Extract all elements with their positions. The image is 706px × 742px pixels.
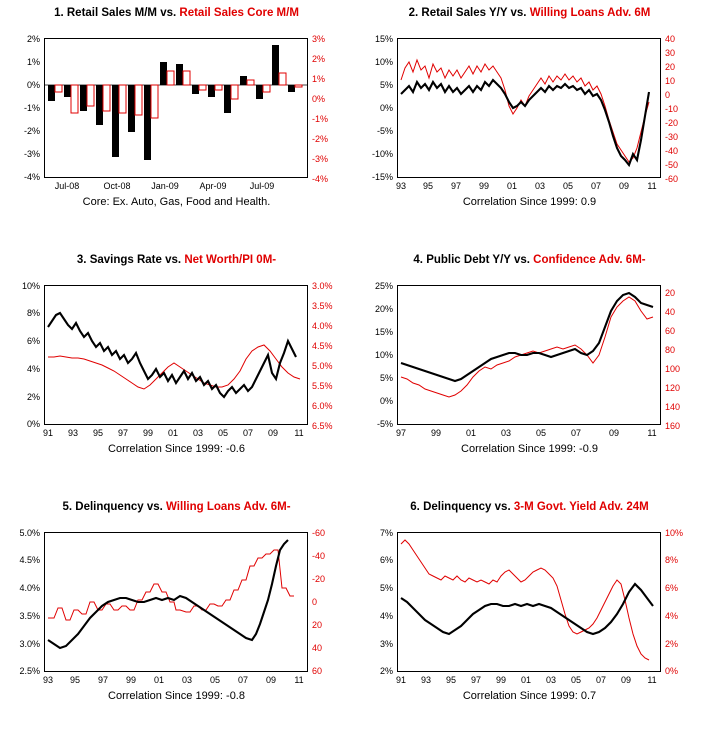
panel-3-y2tick: 5.5%	[312, 381, 333, 391]
panel-5-xtick: 09	[265, 675, 276, 685]
panel-5-title	[0, 494, 353, 514]
panel-6-xtick: 97	[470, 675, 481, 685]
panel-5-lines	[0, 514, 353, 689]
panel-5-y2tick: 0	[312, 597, 318, 607]
panel-4-plotarea	[353, 267, 706, 442]
panel-1-y2tick: -2%	[312, 134, 329, 144]
panel-2-title	[353, 0, 706, 20]
panel-4	[353, 247, 706, 494]
panel-1-y2tick: -4%	[312, 174, 329, 184]
panel-5-ytick: 4.0%	[19, 583, 40, 593]
panel-5-title-vs: vs.	[143, 501, 167, 513]
panel-4-ytick: 0%	[379, 396, 393, 406]
panel-1-plotarea	[0, 20, 353, 195]
panel-6-title-vs: vs.	[491, 501, 514, 513]
panel-3	[0, 247, 353, 494]
panel-6	[353, 494, 706, 742]
panel-2-ytick: -10%	[371, 149, 393, 159]
panel-3-title-red: Net Worth/PI 0M-	[184, 254, 277, 266]
panel-2-lines	[353, 20, 706, 195]
panel-5-title-red: Willing Loans Adv. 6M-	[166, 501, 291, 513]
panel-6-xtick: 11	[647, 675, 657, 685]
panel-1-ytick: 0%	[26, 80, 40, 90]
panel-3-xtick: 11	[294, 428, 304, 438]
panel-4-xtick: 03	[500, 428, 511, 438]
panel-5-y2tick: -60	[312, 528, 326, 538]
panel-3-ytick: 8%	[26, 308, 40, 318]
panel-4-ytick: 25%	[374, 281, 393, 291]
panel-6-title	[353, 494, 706, 514]
panel-2-y2tick: -40	[665, 146, 679, 156]
panel-6-ytick: 6%	[379, 555, 393, 565]
panel-2-xtick: 99	[478, 181, 489, 191]
panel-5-xtick: 97	[97, 675, 108, 685]
panel-5-y2tick: 40	[312, 643, 323, 653]
panel-6-y2tick: 4%	[665, 611, 679, 621]
panel-3-lines	[0, 267, 353, 442]
panel-5-xtick: 05	[209, 675, 220, 685]
panel-6-plotarea	[353, 514, 706, 689]
panel-1-xtick: Apr-09	[199, 181, 227, 191]
panel-1-ytick: -3%	[23, 149, 40, 159]
panel-3-ytick: 4%	[26, 364, 40, 374]
panel-3-xtick: 93	[67, 428, 78, 438]
panel-2-xtick: 93	[395, 181, 406, 191]
panel-6-xtick: 95	[445, 675, 456, 685]
panel-4-lines	[353, 267, 706, 442]
panel-1-ytick: 2%	[26, 34, 40, 44]
panel-2-y2tick: -20	[665, 118, 679, 128]
panel-6-y2tick: 6%	[665, 583, 679, 593]
panel-3-y2tick: 4.0%	[312, 321, 333, 331]
panel-6-y2tick: 2%	[665, 639, 679, 649]
panel-5-y2tick: -20	[312, 574, 326, 584]
panel-3-y2tick: 6.5%	[312, 421, 333, 431]
panel-3-title-black: Savings Rate	[89, 254, 162, 266]
panel-2-xtick: 05	[562, 181, 573, 191]
panel-3-xtick: 07	[242, 428, 253, 438]
panel-2-y2tick: 10	[665, 76, 676, 86]
panel-3-plotarea	[0, 267, 353, 442]
panel-2-y2tick: 20	[665, 62, 676, 72]
panel-2-xtick: 07	[590, 181, 601, 191]
panel-4-y2tick: 100	[665, 364, 681, 374]
panel-1-y2tick: 2%	[312, 54, 326, 64]
panel-2-xtick: 97	[450, 181, 461, 191]
panel-4-number: 4.	[413, 254, 423, 266]
panel-1-xtick: Jan-09	[151, 181, 179, 191]
panel-6-ytick: 3%	[379, 639, 393, 649]
panel-3-title	[0, 247, 353, 267]
panel-1-bars	[0, 20, 353, 195]
panel-6-xtick: 07	[595, 675, 606, 685]
panel-2-y2tick: 0	[665, 90, 671, 100]
panel-4-xtick: 11	[647, 428, 657, 438]
panel-3-y2tick: 5.0%	[312, 361, 333, 371]
panel-6-title-red: 3-M Govt. Yield Adv. 24M	[513, 501, 649, 513]
panel-1-number: 1.	[54, 7, 64, 19]
panel-3-y2tick: 4.5%	[312, 341, 333, 351]
panel-2-y2tick: -50	[665, 160, 679, 170]
panel-4-title-red: Confidence Adv. 6M-	[533, 254, 646, 266]
panel-5-xtick: 03	[181, 675, 192, 685]
panel-2-xtick: 01	[506, 181, 517, 191]
panel-6-y2tick: 10%	[665, 528, 684, 538]
panel-2-xtick: 95	[422, 181, 433, 191]
panel-6-title-black: Delinquency	[423, 501, 492, 513]
panel-3-title-vs: vs.	[161, 254, 185, 266]
panel-2-y2tick: 30	[665, 48, 676, 58]
panel-5-y2tick: 20	[312, 620, 323, 630]
panel-6-xtick: 05	[570, 675, 581, 685]
panel-3-xtick: 99	[142, 428, 153, 438]
panel-6-lines	[353, 514, 706, 689]
panel-6-number: 6.	[410, 501, 420, 513]
panel-1	[0, 0, 353, 247]
panel-2-ytick: -15%	[371, 172, 393, 182]
panel-2-ytick: 10%	[374, 57, 393, 67]
panel-5-xtick: 01	[153, 675, 164, 685]
panel-5	[0, 494, 353, 742]
panel-2-title-black: Retail Sales Y/Y	[421, 7, 508, 19]
panel-3-ytick: 6%	[26, 336, 40, 346]
panel-1-title-red: Retail Sales Core M/M	[179, 7, 299, 19]
panel-5-y2tick: -40	[312, 551, 326, 561]
panel-3-xtick: 09	[267, 428, 278, 438]
panel-2-y2tick: -30	[665, 132, 679, 142]
panel-5-ytick: 3.5%	[19, 611, 40, 621]
panel-2-xtick: 03	[534, 181, 545, 191]
panel-2-ytick: 5%	[379, 80, 393, 90]
panel-5-plotarea	[0, 514, 353, 689]
panel-6-xtick: 09	[620, 675, 631, 685]
panel-2-y2tick: -60	[665, 174, 679, 184]
panel-4-y2tick: 80	[665, 345, 676, 355]
panel-4-y2tick: 160	[665, 421, 681, 431]
panel-1-title-vs: vs.	[157, 7, 180, 19]
panel-5-caption: Correlation Since 1999: -0.8	[108, 690, 245, 702]
panel-5-ytick: 2.5%	[19, 666, 40, 676]
panel-1-ytick: -2%	[23, 126, 40, 136]
panel-5-ytick: 3.0%	[19, 639, 40, 649]
panel-5-ytick: 4.5%	[19, 555, 40, 565]
panel-6-ytick: 4%	[379, 611, 393, 621]
panel-3-ytick: 10%	[21, 281, 40, 291]
panel-5-xtick: 99	[125, 675, 136, 685]
panel-4-ytick: 5%	[379, 373, 393, 383]
panel-1-ytick: -4%	[23, 172, 40, 182]
panel-3-xtick: 03	[192, 428, 203, 438]
panel-3-y2tick: 6.0%	[312, 401, 333, 411]
panel-4-ytick: 20%	[374, 304, 393, 314]
panel-1-y2tick: -1%	[312, 114, 329, 124]
panel-5-xtick: 93	[42, 675, 53, 685]
panel-4-y2tick: 140	[665, 402, 681, 412]
panel-4-xtick: 99	[430, 428, 441, 438]
panel-6-ytick: 5%	[379, 583, 393, 593]
panel-4-xtick: 05	[535, 428, 546, 438]
panel-4-title	[353, 247, 706, 267]
panel-6-caption: Correlation Since 1999: 0.7	[462, 690, 597, 702]
panel-4-xtick: 07	[570, 428, 581, 438]
panel-4-xtick: 01	[465, 428, 476, 438]
panel-2	[353, 0, 706, 247]
panel-6-y2tick: 8%	[665, 555, 679, 565]
panel-3-y2tick: 3.0%	[312, 281, 333, 291]
panel-4-caption: Correlation Since 1999: -0.9	[461, 443, 598, 455]
panel-1-y2tick: -3%	[312, 154, 329, 164]
panel-3-xtick: 91	[42, 428, 53, 438]
panel-4-y2tick: 60	[665, 326, 676, 336]
panel-6-xtick: 99	[495, 675, 506, 685]
panel-6-ytick: 7%	[379, 528, 393, 538]
panel-4-y2tick: 40	[665, 307, 676, 317]
panel-3-ytick: 2%	[26, 392, 40, 402]
panel-2-ytick: 15%	[374, 34, 393, 44]
panel-2-ytick: 0%	[379, 103, 393, 113]
panel-3-ytick: 0%	[26, 419, 40, 429]
panel-3-xtick: 05	[217, 428, 228, 438]
panel-5-y2tick: 60	[312, 666, 323, 676]
panel-1-y2tick: 1%	[312, 74, 326, 84]
panel-3-xtick: 95	[92, 428, 103, 438]
panel-1-ytick: 1%	[26, 57, 40, 67]
panel-1-title	[0, 0, 353, 20]
panel-2-y2tick: -10	[665, 104, 679, 114]
panel-2-title-red: Willing Loans Adv. 6M	[529, 7, 651, 19]
panel-2-title-vs: vs.	[507, 7, 530, 19]
panel-6-xtick: 93	[420, 675, 431, 685]
panel-4-xtick: 97	[395, 428, 406, 438]
panel-4-xtick: 09	[608, 428, 619, 438]
panel-1-y2tick: 3%	[312, 34, 326, 44]
panel-1-xtick: Oct-08	[103, 181, 131, 191]
panel-2-number: 2.	[408, 7, 419, 19]
panel-5-ytick: 5.0%	[19, 528, 40, 538]
panel-6-y2tick: 0%	[665, 666, 679, 676]
panel-1-ytick: -1%	[23, 103, 40, 113]
panel-5-xtick: 07	[237, 675, 248, 685]
panel-1-xtick: Jul-09	[249, 181, 275, 191]
panel-4-ytick: -5%	[376, 419, 393, 429]
panel-1-title-black: Retail Sales M/M	[66, 7, 157, 19]
panel-4-title-black: Public Debt Y/Y	[426, 254, 511, 266]
panel-2-plotarea	[353, 20, 706, 195]
panel-5-title-black: Delinquency	[75, 501, 144, 513]
panel-5-number: 5.	[62, 501, 73, 513]
panel-2-caption: Correlation Since 1999: 0.9	[462, 196, 597, 208]
panel-6-xtick: 03	[545, 675, 556, 685]
panel-5-xtick: 95	[69, 675, 80, 685]
panel-6-xtick: 91	[395, 675, 406, 685]
panel-1-y2tick: 0%	[312, 94, 326, 104]
panel-3-y2tick: 3.5%	[312, 301, 333, 311]
panel-4-y2tick: 120	[665, 383, 681, 393]
panel-1-xtick: Jul-08	[54, 181, 80, 191]
panel-4-ytick: 10%	[374, 350, 393, 360]
panel-4-ytick: 15%	[374, 327, 393, 337]
panel-3-xtick: 01	[167, 428, 178, 438]
panel-1-caption: Core: Ex. Auto, Gas, Food and Health.	[82, 196, 271, 208]
panel-2-xtick: 11	[647, 181, 657, 191]
panel-2-ytick: -5%	[376, 126, 393, 136]
panel-3-xtick: 97	[117, 428, 128, 438]
panel-6-ytick: 2%	[379, 666, 393, 676]
panel-3-number: 3.	[76, 254, 87, 266]
panel-3-caption: Correlation Since 1999: -0.6	[108, 443, 245, 455]
panel-4-title-vs: vs.	[510, 254, 534, 266]
panel-5-xtick: 11	[294, 675, 304, 685]
panel-2-y2tick: 40	[665, 34, 676, 44]
panel-2-xtick: 09	[618, 181, 629, 191]
panel-4-y2tick: 20	[665, 288, 676, 298]
panel-6-xtick: 01	[520, 675, 531, 685]
